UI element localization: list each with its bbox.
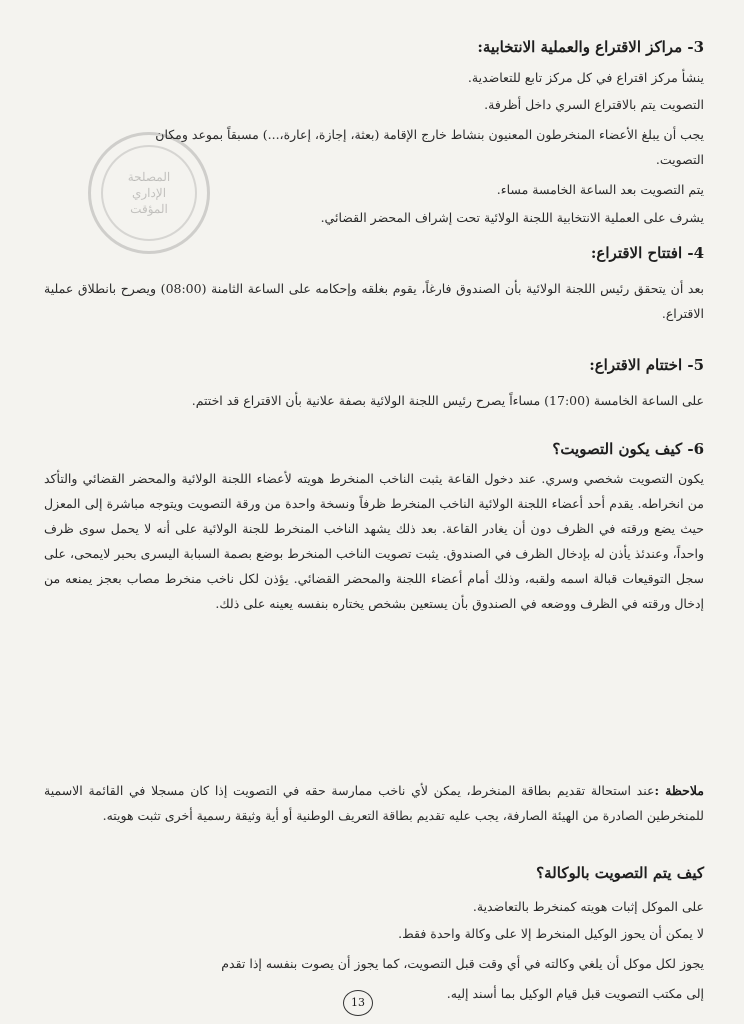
proxy-heading: كيف يتم التصويت بالوكالة؟ bbox=[536, 864, 704, 882]
sec3-item-4: التصويت. bbox=[655, 152, 704, 167]
official-stamp bbox=[88, 132, 210, 254]
stamp-line-2: الإداري bbox=[131, 186, 167, 200]
proxy-item-3: يجوز لكل موكل أن يلغي وكالته في أي وقت قبل التصويت، كما يجوز أن يصوت بنفسه إذا تقدم bbox=[221, 956, 704, 971]
proxy-item-4: إلى مكتب التصويت قبل قيام الوكيل بما أسند إليه. bbox=[446, 986, 704, 1001]
sec3-item-6: يشرف على العملية الانتخابية اللجنة الولائية تحت إشراف المحضر القضائي. bbox=[320, 210, 704, 225]
stamp-line-3: المؤقت bbox=[130, 202, 168, 216]
note-text: عند استحالة تقديم بطاقة المنخرط، يمكن لأي ناخب ممارسة حقه في التصويت إذا كان مسجلا في القائمة الاسمية للمنخرطين الصادرة من الهيئة الصارفة، يجب عليه تقديم بطاقة التعريف الوطنية أو أية وثيقة رسمية أخرى تثبت هويته. bbox=[44, 783, 704, 823]
sec3-item-1: ينشأ مركز اقتراع في كل مركز تابع للتعاضدية. bbox=[467, 70, 704, 85]
sec3-item-3: يجب أن يبلغ الأعضاء المنخرطون المعنيون بنشاط خارج الإقامة (بعثة، إجازة، إعارة،...) مسبقاً بموعد ومكان bbox=[155, 127, 704, 142]
section-5-text: على الساعة الخامسة (17:00) مساءاً يصرح رئيس اللجنة الولائية بصفة علانية بأن الاقتراع قد اختتم. bbox=[191, 393, 704, 408]
section-5-heading: 5- اختتام الاقتراع: bbox=[589, 356, 704, 374]
section-4-text: بعد أن يتحقق رئيس اللجنة الولائية بأن الصندوق فارغاً، يقوم بغلقه وإحكامه على الساعة الثامنة (08:00) ويصرح بانطلاق عملية الاقتراع. bbox=[44, 281, 704, 321]
section-6-heading: 6- كيف يكون التصويت؟ bbox=[552, 440, 704, 458]
page-number: 13 bbox=[343, 990, 373, 1016]
proxy-item-1: على الموكل إثبات هويته كمنخرط بالتعاضدية. bbox=[472, 899, 704, 914]
section-4-heading: 4- افتتاح الاقتراع: bbox=[590, 244, 704, 262]
stamp-line-1: المصلحة bbox=[127, 170, 171, 184]
note-block bbox=[44, 778, 704, 828]
note-label: ملاحظة : bbox=[654, 783, 705, 798]
proxy-item-2: لا يمكن أن يحوز الوكيل المنخرط إلا على وكالة واحدة فقط. bbox=[398, 926, 704, 941]
sec3-item-5: يتم التصويت بعد الساعة الخامسة مساء. bbox=[496, 182, 704, 197]
sec3-item-2: التصويت يتم بالاقتراع السري داخل أظرفة. bbox=[484, 97, 704, 112]
section-6-text: يكون التصويت شخصي وسري. عند دخول القاعة يثبت الناخب المنخرط هويته لأعضاء اللجنة الولائية والمحضر القضائي والتأكد من انخراطه. يقدم أحد أعضاء اللجنة الولائية الناخب المنخرط ظرفاً ونسخة واحدة من ورقة التصويت ويتوجه مباشرة إلى المعزل حيث يضع ورقته في الظرف دون أن يغادر القاعة. بعد ذلك يشهد الناخب المنخرط للجنة الولائية على أنه لا يحمل سوى ظرف واحداً، وعندئذ يأذن له بإدخال الظرف في الصندوق. يثبت تصويت الناخب المنخرط بوضع بصمة السبابة اليسرى بحبر لايمحى، على سجل التوقيعات قبالة اسمه ولقبه، وذلك أمام أعضاء اللجنة والمحضر القضائي. يؤذن لكل ناخب منخرط مصاب بعجز يمنعه من إدخال ورقته في الظرف ووضعه في الصندوق بأن يستعين بشخص يختاره بنفسه يعينه على ذلك. bbox=[44, 471, 704, 611]
section-3-heading: 3- مراكز الاقتراع والعملية الانتخابية: bbox=[477, 38, 704, 56]
